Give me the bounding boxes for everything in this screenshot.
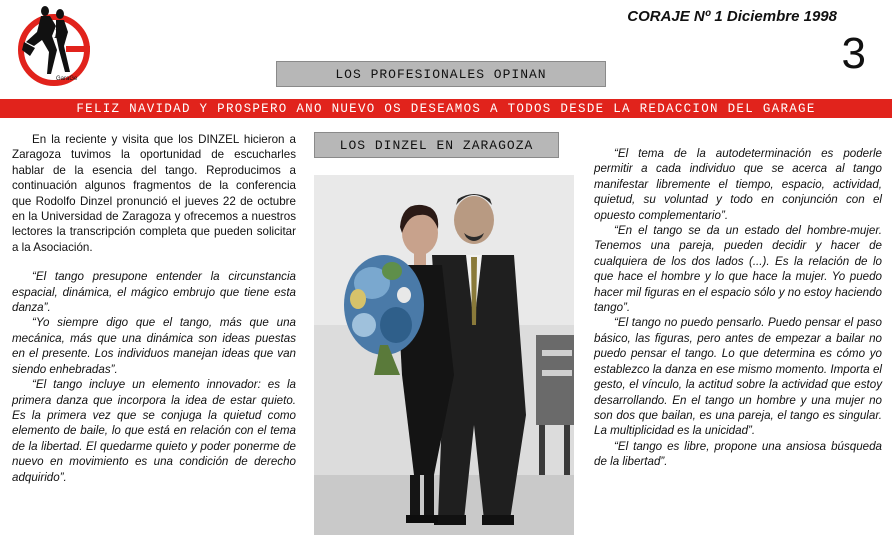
quote-paragraph: “En el tango se da un estado del hombre-mujer. Tenemos una pareja, pueden decidir y hacer de cualquiera de los dos lados (...). Es la relación de lo que hace el hombre y lo que hace la mujer. Yo puedo hacer mil figuras en el espacio sólo y no estoy haciendo tango”. xyxy=(594,224,882,315)
left-text-column xyxy=(12,132,296,485)
page-number: 3 xyxy=(841,29,866,78)
quote-paragraph: “Yo siempre digo que el tango, más que una mecánica, más que una dinámica son ideas puestas en el presente. Los individuos manejan ideas que van siendo enhebradas”. xyxy=(12,316,296,376)
article-title: LOS DINZEL EN ZARAGOZA xyxy=(314,132,559,158)
intro-paragraph: En la reciente y visita que los DINZEL hicieron a Zaragoza tuvimos la oportunidad de escucharles hablar de la esencia del tango. Reproducimos a continuación algunos fragmentos de la conferencia que Rodolfo Dinzel pronunció el jueves 22 de octubre en la Universidad de Zaragoza y ofrecemos a nuestros lectores la transcripción completa que pueden solicitar a la Asociación. xyxy=(12,133,296,254)
el-garage-logo xyxy=(4,2,104,94)
svg-text:El: El xyxy=(54,27,67,42)
dinzel-couple-illustration xyxy=(314,175,574,535)
section-banner: LOS PROFESIONALES OPINAN xyxy=(276,61,606,87)
couple-photo xyxy=(314,175,574,535)
quote-paragraph: “El tema de la autodeterminación es poderle permitir a cada individuo que se acerca al tango manifestar libremente el tiempo, espacio, actividad, quietud, su voluntad y todo en conjunción con el opuesto complementario”. xyxy=(594,147,882,222)
issue-masthead: CORAJE Nº 1 Diciembre 1998 xyxy=(627,8,837,25)
quote-paragraph: “El tango presupone entender la circunstancia espacial, dinámica, el mágico embrujo que tiene esta danza”. xyxy=(12,270,296,315)
quote-paragraph: “El tango no puedo pensarlo. Puedo pensar el paso básico, las figuras, pero antes de empezar a bailar no puedo pensar el tango. Lo que determina es cómo yo establezco la danza en ese mismo momento. Importa el gesto, el vínculo, la actitud sobre la actividad que estoy desarrollando. En el tango un hombre y una mujer no son dos que bailan, es una pareja, el tango es singular. La multiplicidad es la unicidad”. xyxy=(594,316,882,438)
quote-paragraph: “El tango es libre, propone una ansiosa búsqueda de la libertad”. xyxy=(594,439,882,469)
quote-paragraph: “El tango incluye un elemento innovador: es la primera danza que incorpora la idea de estar quieto. Es la primera vez que se conjuga la quietud como elemento de baile, lo que está en relación con el tema de la libertad. El quedarme quieto y poder ponerme de nuevo en movimiento es una condición de derecho adquirido”. xyxy=(12,378,296,484)
right-text-column xyxy=(594,146,882,470)
svg-text:GaraGe: GaraGe xyxy=(56,76,78,82)
greeting-strip: FELIZ NAVIDAD Y PROSPERO ANO NUEVO OS DESEAMOS A TODOS DESDE LA REDACCION DEL GARAGE xyxy=(0,99,892,118)
